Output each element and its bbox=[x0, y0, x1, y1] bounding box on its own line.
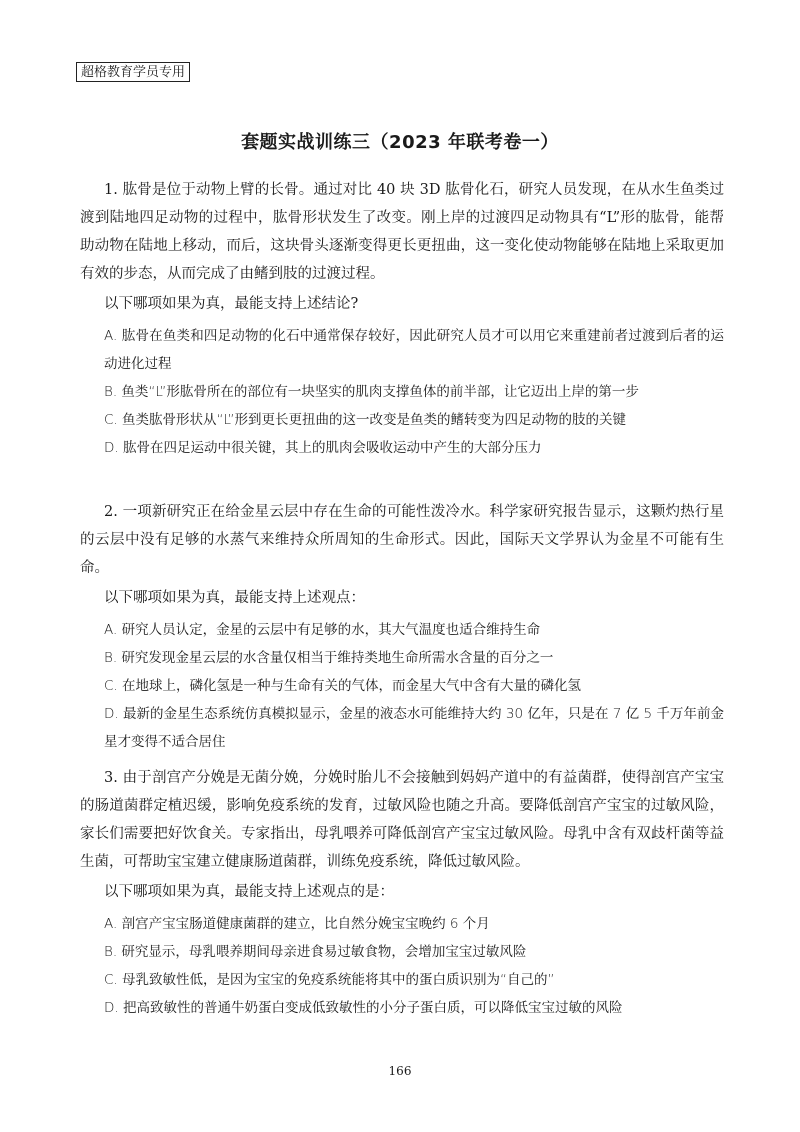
question-stem: 2. 一项新研究正在给金星云层中存在生命的可能性泼冷水。科学家研究报告显示，这颗灼热行星的云层中没有足够的水蒸气来维持众所周知的生命形式。因此，国际天文学界认为金星不可能有生命。 bbox=[80, 504, 724, 576]
question-prompt: 以下哪项如果为真，最能支持上述结论? bbox=[104, 296, 359, 312]
option-a: A. 研究人员认定，金星的云层中有足够的水，其大气温度也适合维持生命 bbox=[104, 622, 541, 638]
option-b: B. 研究发现金星云层的水含量仅相当于维持类地生命所需水含量的百分之一 bbox=[104, 650, 554, 666]
option-a: A. 肱骨在鱼类和四足动物的化石中通常保存较好，因此研究人员才可以用它来重建前者过渡到后者的运动进化过程 bbox=[104, 328, 724, 372]
question-prompt: 以下哪项如果为真，最能支持上述观点： bbox=[104, 590, 365, 606]
option-c: C. 母乳致敏性低，是因为宝宝的免疫系统能将其中的蛋白质识别为“自己的” bbox=[104, 972, 555, 988]
option-d: D. 肱骨在四足运动中很关键，其上的肌肉会吸收运动中产生的大部分压力 bbox=[104, 440, 542, 456]
option-c: C. 在地球上，磷化氢是一种与生命有关的气体，而金星大气中含有大量的磷化氢 bbox=[104, 678, 582, 694]
question-stem: 1. 肱骨是位于动物上臂的长骨。通过对比 40 块 3D 肱骨化石，研究人员发现，在从水生鱼类过渡到陆地四足动物的过程中，肱骨形状发生了改变。刚上岸的过渡四足动物具有“L”形的肱骨，能帮助动物在陆地上移动，而后，这块骨头逐渐变得更长更扭曲，这一变化使动物能够在陆地上采取更加有效的步态，从而完成了由鳍到肢的过渡过程。 bbox=[80, 182, 724, 282]
question-1 bbox=[80, 176, 724, 462]
question-stem: 3. 由于剖宫产分娩是无菌分娩，分娩时胎儿不会接触到妈妈产道中的有益菌群，使得剖宫产宝宝的肠道菌群定植迟缓，影响免疫系统的发育，过敏风险也随之升高。要降低剖宫产宝宝的过敏风险，家长们需要把好饮食关。专家指出，母乳喂养可降低剖宫产宝宝过敏风险。母乳中含有双歧杆菌等益生菌，可帮助宝宝建立健康肠道菌群，训练免疫系统，降低过敏风险。 bbox=[80, 770, 724, 870]
option-d: D. 最新的金星生态系统仿真模拟显示，金星的液态水可能维持大约 30 亿年，只是在 7 亿 5 千万年前金星才变得不适合居住 bbox=[104, 706, 724, 750]
option-b: B. 鱼类“L”形肱骨所在的部位有一块坚实的肌肉支撑鱼体的前半部，让它迈出上岸的第一步 bbox=[104, 384, 639, 400]
option-d: D. 把高致敏性的普通牛奶蛋白变成低致敏性的小分子蛋白质，可以降低宝宝过敏的风险 bbox=[104, 1000, 623, 1016]
question-2 bbox=[80, 498, 724, 756]
header-label: 超格教育学员专用 bbox=[76, 62, 190, 82]
page-number: 166 bbox=[388, 1064, 412, 1078]
question-prompt: 以下哪项如果为真，最能支持上述观点的是： bbox=[104, 884, 394, 900]
question-3 bbox=[80, 764, 724, 1022]
page-title: 套题实战训练三（2023 年联考卷一） bbox=[241, 132, 559, 153]
option-c: C. 鱼类肱骨形状从“L”形到更长更扭曲的这一改变是鱼类的鳍转变为四足动物的肢的关键 bbox=[104, 412, 626, 428]
option-b: B. 研究显示，母乳喂养期间母亲进食易过敏食物，会增加宝宝过敏风险 bbox=[104, 944, 527, 960]
option-a: A. 剖宫产宝宝肠道健康菌群的建立，比自然分娩宝宝晚约 6 个月 bbox=[104, 916, 490, 932]
